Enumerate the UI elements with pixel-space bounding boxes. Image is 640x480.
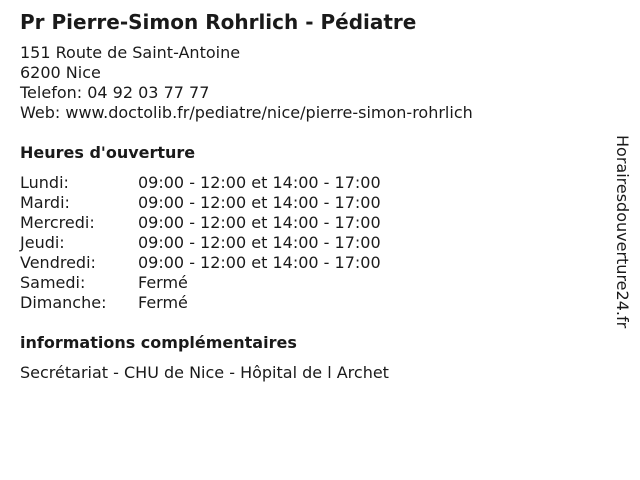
hours-row — [20, 193, 600, 213]
page-title: Pr Pierre-Simon Rohrlich - Pédiatre — [20, 10, 417, 34]
extra-info-heading: informations complémentaires — [20, 333, 297, 352]
phone-number: Telefon: 04 92 03 77 77 — [20, 83, 210, 102]
hours-row — [20, 213, 600, 233]
hours-day: Jeudi: — [20, 233, 65, 252]
hours-day: Dimanche: — [20, 293, 107, 312]
city: 6200 Nice — [20, 63, 101, 82]
business-card — [20, 10, 600, 383]
hours-time: 09:00 - 12:00 et 14:00 - 17:00 — [138, 233, 381, 252]
hours-time: 09:00 - 12:00 et 14:00 - 17:00 — [138, 193, 381, 212]
hours-heading: Heures d'ouverture — [20, 143, 196, 162]
hours-row — [20, 233, 600, 253]
hours-time: 09:00 - 12:00 et 14:00 - 17:00 — [138, 213, 381, 232]
hours-row — [20, 273, 600, 293]
extra-info-text: Secrétariat - CHU de Nice - Hôpital de l Archet — [20, 363, 389, 382]
hours-day: Samedi: — [20, 273, 86, 292]
hours-time: 09:00 - 12:00 et 14:00 - 17:00 — [138, 173, 381, 192]
site-watermark: Horairesdouverture24.fr — [613, 135, 632, 329]
hours-day: Mercredi: — [20, 213, 95, 232]
address-block — [20, 43, 600, 123]
hours-day: Lundi: — [20, 173, 69, 192]
hours-row — [20, 173, 600, 193]
hours-time: Fermé — [138, 293, 188, 312]
hours-time: Fermé — [138, 273, 188, 292]
website-link[interactable]: Web: www.doctolib.fr/pediatre/nice/pierre-simon-rohrlich — [20, 103, 473, 122]
hours-day: Vendredi: — [20, 253, 96, 272]
hours-table — [20, 173, 600, 313]
hours-time: 09:00 - 12:00 et 14:00 - 17:00 — [138, 253, 381, 272]
street-address: 151 Route de Saint-Antoine — [20, 43, 241, 62]
hours-row — [20, 293, 600, 313]
hours-day: Mardi: — [20, 193, 70, 212]
hours-row — [20, 253, 600, 273]
